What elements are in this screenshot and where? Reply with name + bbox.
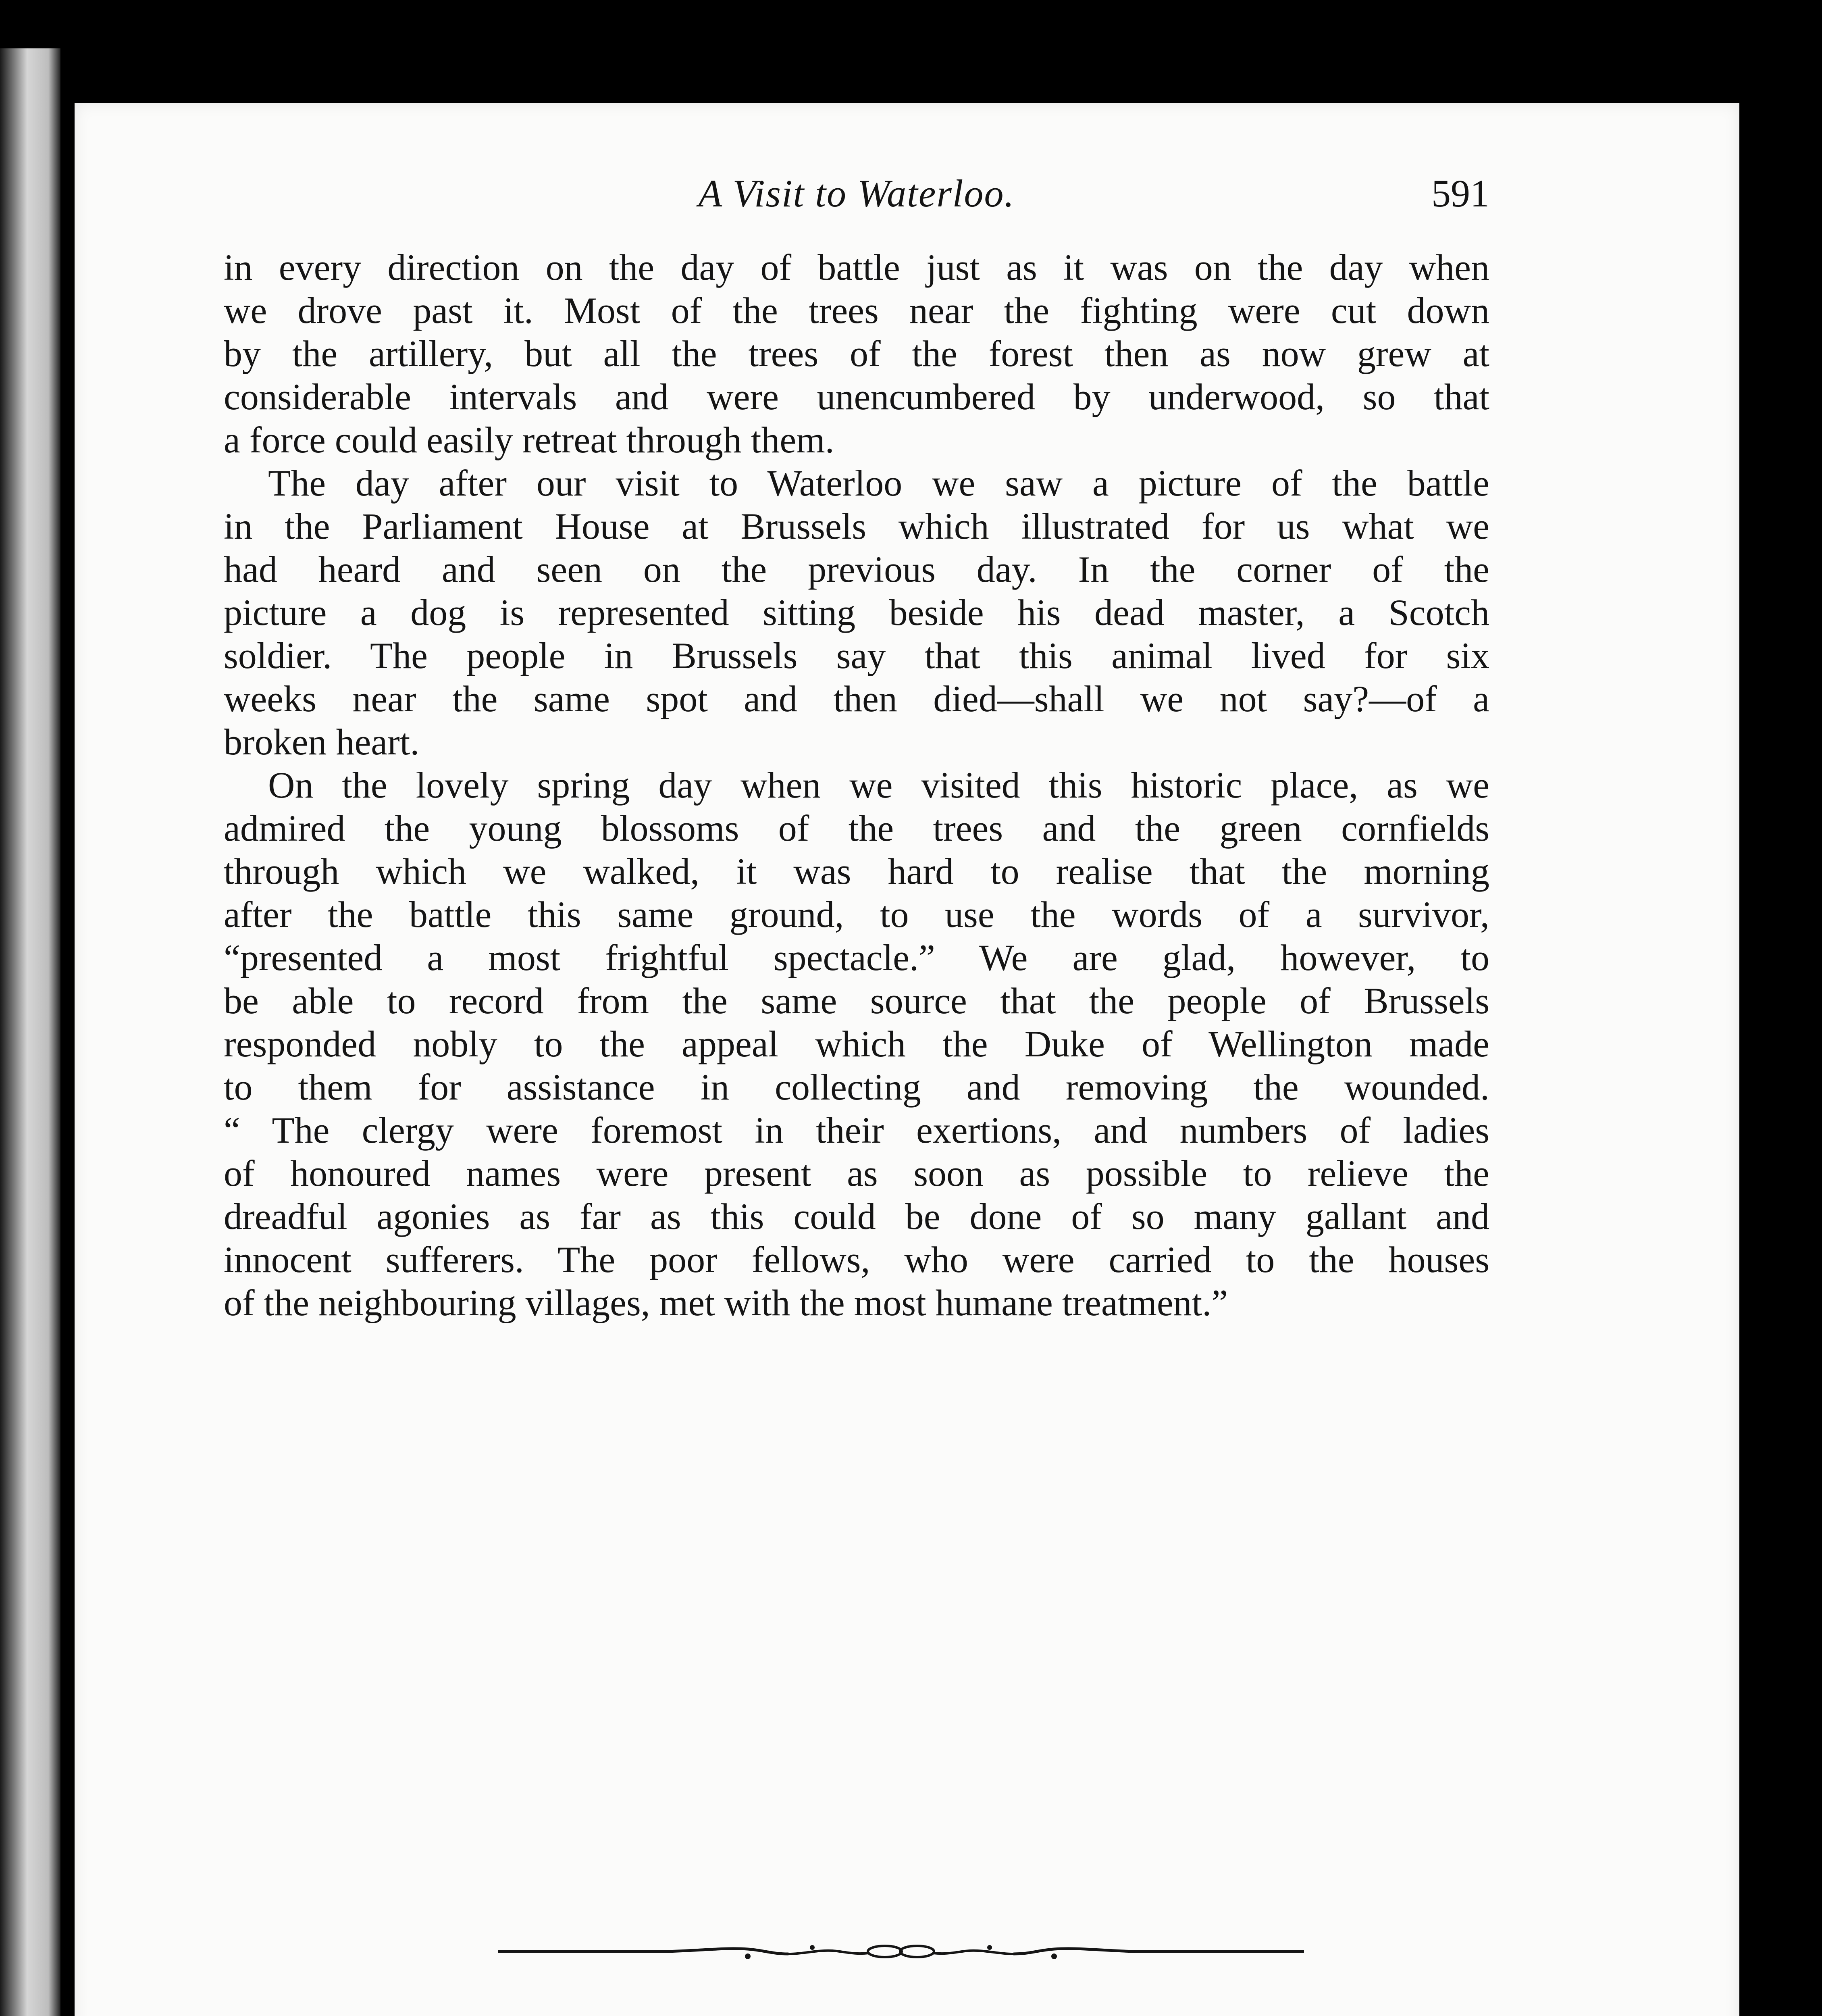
body-text	[224, 246, 1489, 1325]
text-line: The day after our visit to Waterloo we saw a picture of the battle	[268, 462, 1489, 504]
text-line: of honoured names were present as soon as possible to relieve the	[224, 1153, 1489, 1194]
text-line: admired the young blossoms of the trees and the green cornfields	[224, 808, 1489, 849]
text-line: a force could easily retreat through them.	[224, 419, 834, 460]
text-line: we drove past it. Most of the trees near the fighting were cut down	[224, 290, 1489, 331]
text-line: responded nobly to the appeal which the Duke of Wellington made	[224, 1023, 1489, 1064]
running-title: A Visit to Waterloo.	[698, 172, 1015, 215]
text-line: through which we walked, it was hard to realise that the morning	[224, 851, 1489, 892]
running-head	[224, 169, 1489, 242]
text-line: picture a dog is represented sitting beside his dead master, a Scotch	[224, 592, 1489, 633]
text-line: by the artillery, but all the trees of the forest then as now grew at	[224, 333, 1489, 374]
text-line: to them for assistance in collecting and removing the wounded.	[224, 1066, 1489, 1108]
text-line: considerable intervals and were unencumbered by underwood, so that	[224, 376, 1489, 417]
text-line: broken heart.	[224, 721, 420, 762]
page-number: 591	[1431, 172, 1489, 215]
text-line: dreadful agonies as far as this could be done of so many gallant and	[224, 1196, 1489, 1237]
text-line: “ The clergy were foremost in their exertions, and numbers of ladies	[224, 1110, 1489, 1151]
tailpiece-ornament	[498, 1935, 1304, 1968]
text-line: weeks near the same spot and then died—shall we not say?—of a	[224, 678, 1489, 719]
text-line: soldier. The people in Brussels say that this animal lived for six	[224, 635, 1489, 676]
text-line: in every direction on the day of battle just as it was on the day when	[224, 247, 1489, 288]
text-line: innocent sufferers. The poor fellows, who were carried to the houses	[224, 1239, 1489, 1280]
facing-page-edge	[0, 48, 60, 2016]
text-line: “presented a most frightful spectacle.” We are glad, however, to	[224, 937, 1489, 978]
text-line: after the battle this same ground, to use the words of a survivor,	[224, 894, 1489, 935]
text-line: of the neighbouring villages, met with the most humane treatment.”	[224, 1282, 1228, 1323]
text-line: in the Parliament House at Brussels which illustrated for us what we	[224, 506, 1489, 547]
text-line: had heard and seen on the previous day. In the corner of the	[224, 549, 1489, 590]
text-line: be able to record from the same source that the people of Brussels	[224, 980, 1489, 1021]
text-line: On the lovely spring day when we visited this historic place, as we	[268, 764, 1489, 806]
